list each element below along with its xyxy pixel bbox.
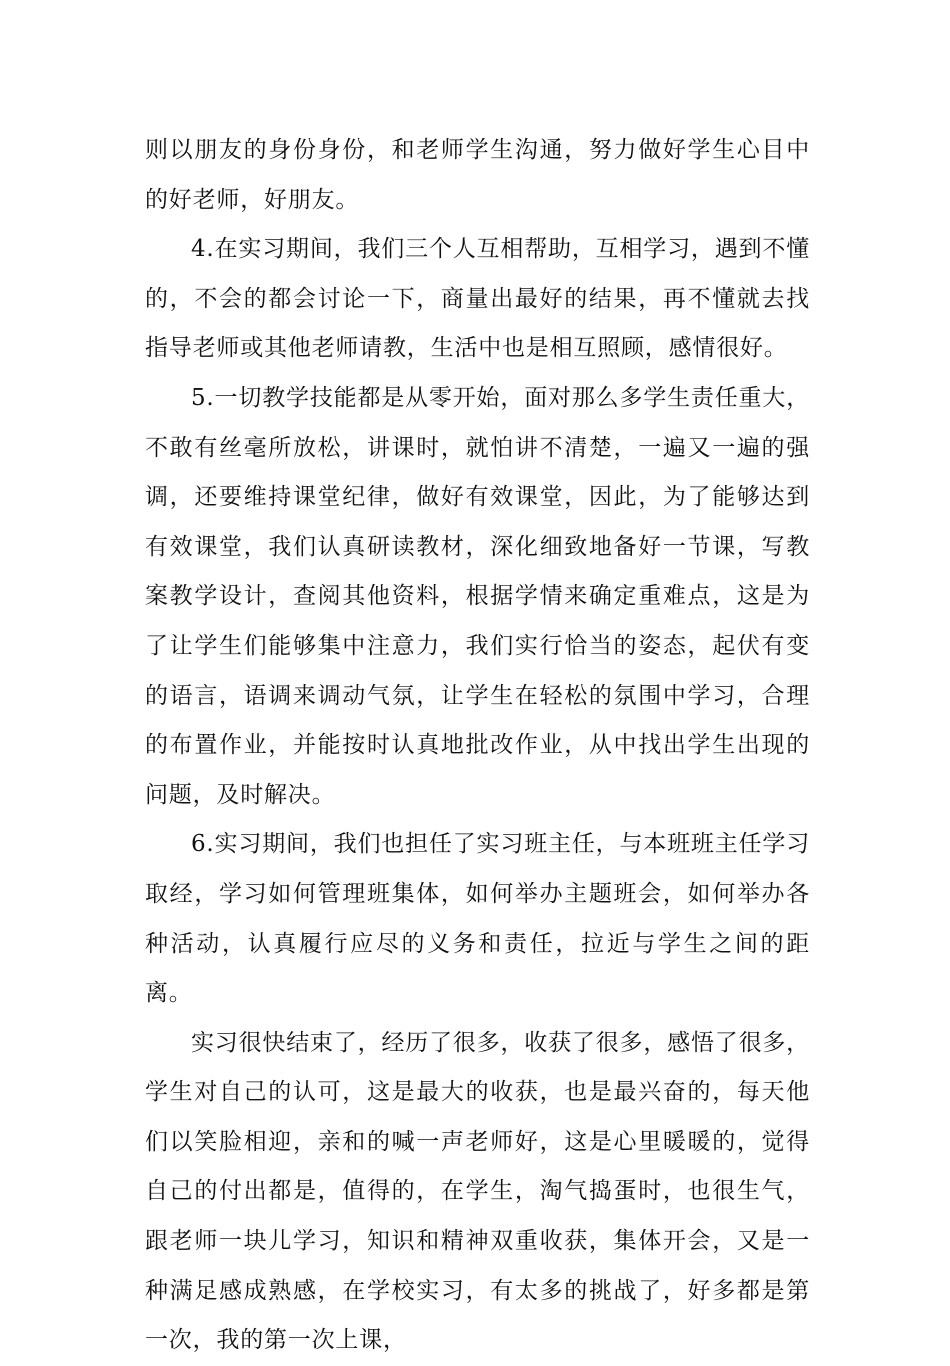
paragraph-item-5: 5.一切教学技能都是从零开始，面对那么多学生责任重大，不敢有丝毫所放松，讲课时，就怕讲不清楚，一遍又一遍的强调，还要维持课堂纪律，做好有效课堂，因此，为了能够达到有效课堂，我们认真研读教材，深化细致地备好一节课，写教案教学设计，查阅其他资料，根据学情来确定重难点，这是为了让学生们能够集中注意力，我们实行恰当的姿态，起伏有变的语言，语调来调动气氛，让学生在轻松的氛围中学习，合理的布置作业，并能按时认真地批改作业，从中找出学生出现的问题，及时解决。 — [145, 384, 810, 808]
paragraph-item-4: 4.在实习期间，我们三个人互相帮助，互相学习，遇到不懂的，不会的都会讨论一下，商量出最好的结果，再不懂就去找指导老师或其他老师请教，生活中也是相互照顾，感情很好。 — [145, 236, 810, 362]
document-body — [145, 126, 810, 1366]
paragraph-summary: 实习很快结束了，经历了很多，收获了很多，感悟了很多，学生对自己的认可，这是最大的收获，也是最兴奋的，每天他们以笑脸相迎，亲和的喊一声老师好，这是心里暖暖的，觉得自己的付出都是，值得的，在学生，淘气捣蛋时，也很生气，跟老师一块儿学习，知识和精神双重收获，集体开会，又是一种满足感成熟感，在学校实习，有太多的挑战了，好多都是第一次，我的第一次上课， — [145, 1029, 810, 1354]
paragraph-continuation: 则以朋友的身份身份，和老师学生沟通，努力做好学生心目中的好老师，好朋友。 — [145, 137, 810, 213]
paragraph-item-6: 6.实习期间，我们也担任了实习班主任，与本班班主任学习取经，学习如何管理班集体，如何举办主题班会，如何举办各种活动，认真履行应尽的义务和责任，拉近与学生之间的距离。 — [145, 831, 810, 1007]
